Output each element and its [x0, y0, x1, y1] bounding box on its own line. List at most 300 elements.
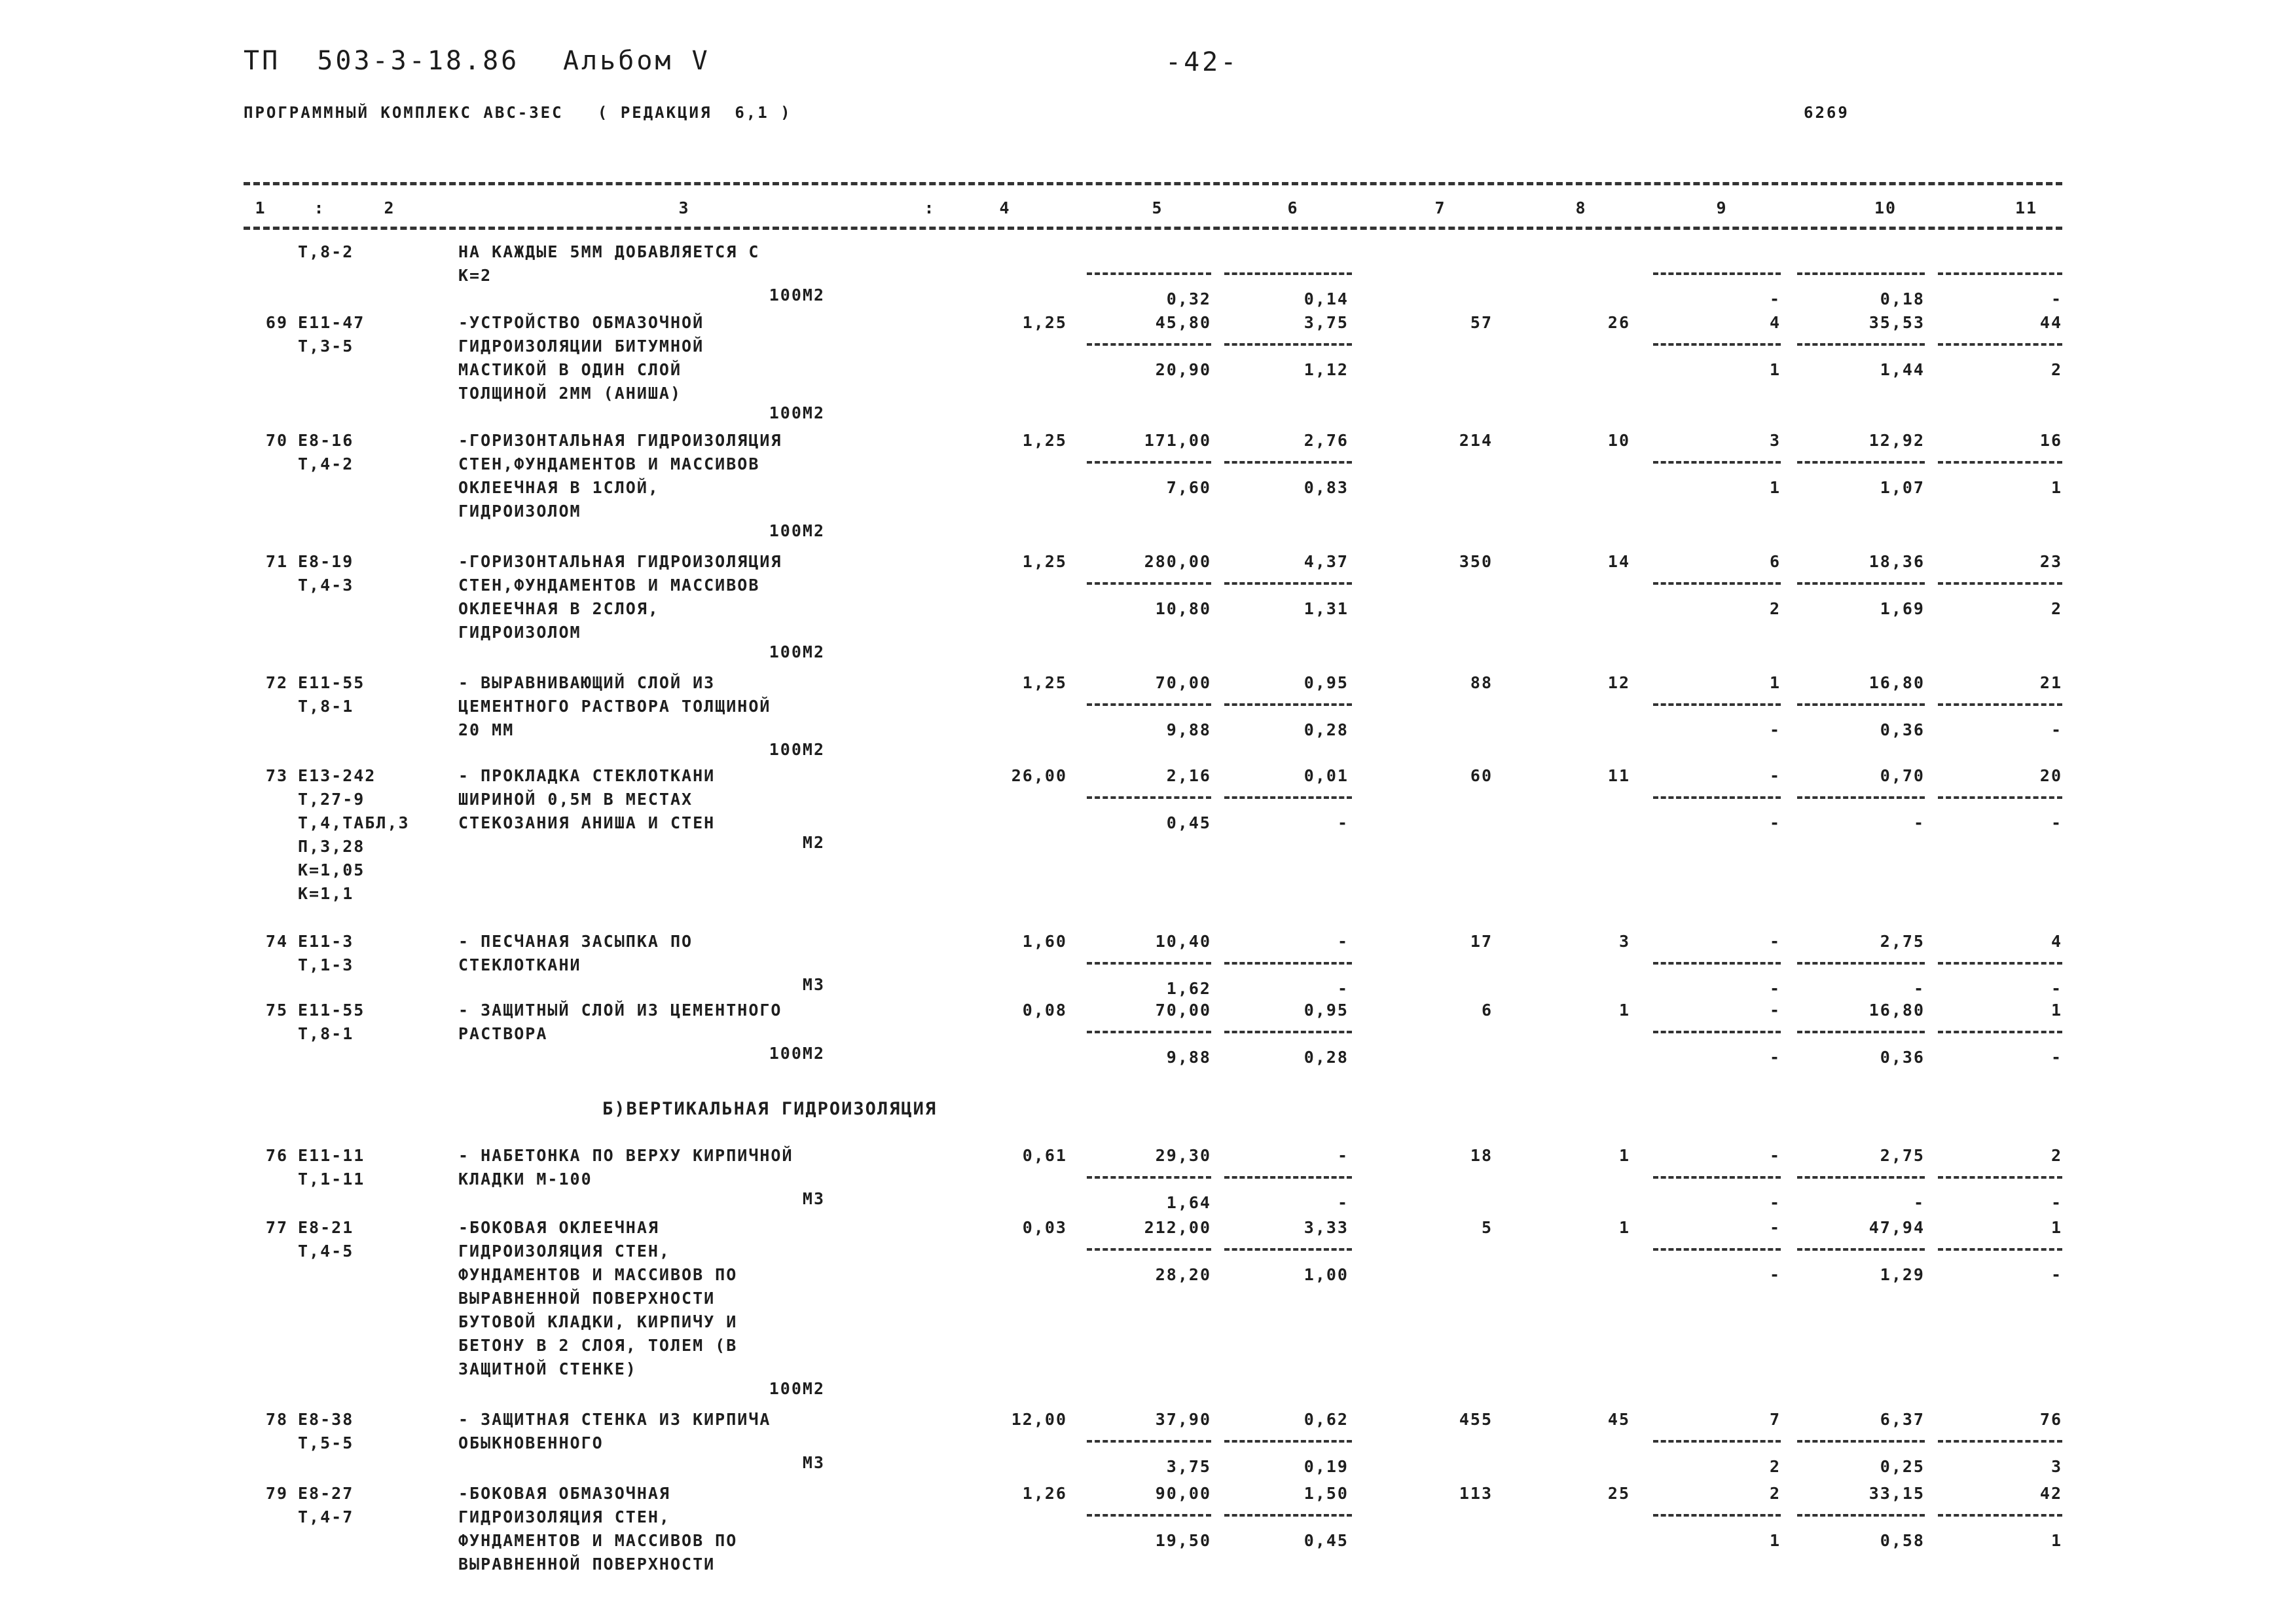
labor-total-machine: 3: [2050, 1457, 2062, 1476]
work-description: ГИДРОИЗОЛЯЦИЯ СТЕН,: [458, 1242, 670, 1261]
cell-divider: [1653, 1176, 1781, 1179]
norm-code: П,3,28: [298, 837, 365, 856]
cell-divider: [1653, 582, 1781, 585]
labor-total: 44: [2039, 313, 2062, 332]
machine-wages: -: [1769, 979, 1781, 998]
header-rule: [244, 227, 2062, 230]
row-number: 76: [265, 1146, 288, 1165]
price-wages: 0,45: [1166, 813, 1211, 832]
wages-cost: 45: [1607, 1410, 1630, 1429]
price-wages: 7,60: [1166, 478, 1211, 497]
work-description: ГИДРОИЗОЛЯЦИЯ СТЕН,: [458, 1507, 670, 1526]
wages-cost: 12: [1607, 673, 1630, 692]
price-total: 70,00: [1155, 1001, 1211, 1020]
cell-divider: [1797, 1248, 1925, 1251]
cell-divider: [1087, 1440, 1211, 1443]
work-description: БЕТОНУ В 2 СЛОЯ, ТОЛЕМ (В: [458, 1336, 738, 1355]
cost-machines: 4,37: [1303, 552, 1349, 571]
row-number: 75: [265, 1001, 288, 1020]
labor-total: 23: [2039, 552, 2062, 571]
quantity: 0,08: [1022, 1001, 1067, 1020]
column-number: 1: [255, 198, 266, 217]
cell-divider: [1938, 1514, 2062, 1517]
norm-code: Е11-47: [298, 313, 365, 332]
cost-machines: 0,95: [1303, 673, 1349, 692]
machine-cost: -: [1769, 1146, 1781, 1165]
work-description: - ЗАЩИТНЫЙ СЛОЙ ИЗ ЦЕМЕНТНОГО: [458, 1001, 782, 1020]
quantity: 12,00: [1011, 1410, 1067, 1429]
labor-per-unit-machine: 0,25: [1880, 1457, 1925, 1476]
cell-divider: [1653, 461, 1781, 464]
total-cost: 350: [1459, 552, 1493, 571]
unit: 100М2: [769, 642, 825, 661]
cell-divider: [1938, 796, 2062, 799]
cost-machines-wages: 0,45: [1303, 1531, 1349, 1550]
labor-per-unit-machine: 1,07: [1880, 478, 1925, 497]
labor-total-machine: 2: [2050, 360, 2062, 379]
norm-code: Т,1-11: [298, 1170, 365, 1189]
labor-per-unit-machine: 1,29: [1880, 1265, 1925, 1284]
work-description: - ЗАЩИТНАЯ СТЕНКА ИЗ КИРПИЧА: [458, 1410, 771, 1429]
norm-code: Е13-242: [298, 766, 376, 785]
norm-code: Т,5-5: [298, 1433, 354, 1452]
page-number: -42-: [1165, 47, 1239, 77]
wages-cost: 10: [1607, 431, 1630, 450]
machine-cost: 6: [1769, 552, 1781, 571]
column-number: 4: [999, 198, 1011, 217]
column-number: 3: [678, 198, 690, 217]
column-number: 5: [1152, 198, 1163, 217]
cell-divider: [1224, 796, 1352, 799]
machine-cost: -: [1769, 932, 1781, 951]
work-description: - НАБЕТОНКА ПО ВЕРХУ КИРПИЧНОЙ: [458, 1146, 793, 1165]
work-description: -ГОРИЗОНТАЛЬНАЯ ГИДРОИЗОЛЯЦИЯ: [458, 552, 782, 571]
labor-total-machine: -: [2050, 1265, 2062, 1284]
cell-divider: [1653, 1248, 1781, 1251]
norm-code: Т,4-7: [298, 1507, 354, 1526]
cell-divider: [1087, 1248, 1211, 1251]
cost-machines-wages: 1,00: [1303, 1265, 1349, 1284]
cell-divider: [1938, 1440, 2062, 1443]
total-cost: 88: [1470, 673, 1493, 692]
labor-per-unit: 0,70: [1880, 766, 1925, 785]
norm-code: Т,4-2: [298, 454, 354, 473]
norm-code: Т,27-9: [298, 790, 365, 809]
cost-machines-wages: 0,19: [1303, 1457, 1349, 1476]
cost-machines-wages: -: [1337, 979, 1349, 998]
unit: 100М2: [769, 403, 825, 422]
work-description: ГИДРОИЗОЛОМ: [458, 623, 581, 642]
work-description: -БОКОВАЯ ОБМАЗОЧНАЯ: [458, 1484, 670, 1503]
labor-total: 4: [2050, 932, 2062, 951]
cell-divider: [1938, 461, 2062, 464]
cell-divider: [1224, 461, 1352, 464]
price-total: 212,00: [1144, 1218, 1211, 1237]
cost-machines-wages: 0,14: [1303, 289, 1349, 308]
quantity: 1,25: [1022, 431, 1067, 450]
cell-divider: [1224, 1031, 1352, 1033]
unit: 100М2: [769, 286, 825, 304]
column-number: 7: [1434, 198, 1446, 217]
column-number: 10: [1874, 198, 1897, 217]
cell-divider: [1653, 1514, 1781, 1517]
labor-total-machine: 2: [2050, 599, 2062, 618]
machine-wages: 1: [1769, 478, 1781, 497]
cell-divider: [1938, 343, 2062, 346]
machine-wages: -: [1769, 813, 1781, 832]
cost-machines-wages: 0,28: [1303, 720, 1349, 739]
labor-per-unit-machine: -: [1913, 979, 1925, 998]
total-cost: 60: [1470, 766, 1493, 785]
norm-code: Т,4,ТАБЛ,3: [298, 813, 410, 832]
cell-divider: [1938, 962, 2062, 965]
wages-cost: 3: [1618, 932, 1630, 951]
work-description: ТОЛЩИНОЙ 2ММ (АНИША): [458, 384, 682, 403]
column-number: :: [314, 198, 325, 217]
cell-divider: [1087, 461, 1211, 464]
unit: М2: [802, 833, 825, 852]
cell-divider: [1797, 962, 1925, 965]
quantity: 0,61: [1022, 1146, 1067, 1165]
cell-divider: [1087, 1031, 1211, 1033]
norm-code: Т,8-1: [298, 697, 354, 716]
cell-divider: [1653, 796, 1781, 799]
labor-per-unit: 2,75: [1880, 932, 1925, 951]
work-description: НА КАЖДЫЕ 5ММ ДОБАВЛЯЕТСЯ С: [458, 242, 760, 261]
cell-divider: [1938, 1176, 2062, 1179]
unit: 100М2: [769, 740, 825, 759]
unit: М3: [802, 975, 825, 994]
labor-total: 1: [2050, 1001, 2062, 1020]
work-description: КЛАДКИ М-100: [458, 1170, 592, 1189]
cell-divider: [1797, 272, 1925, 275]
cell-divider: [1797, 1031, 1925, 1033]
norm-code: Е11-11: [298, 1146, 365, 1165]
price-wages: 19,50: [1155, 1531, 1211, 1550]
norm-code: Т,4-3: [298, 576, 354, 595]
price-total: 171,00: [1144, 431, 1211, 450]
cost-machines: 2,76: [1303, 431, 1349, 450]
total-cost: 18: [1470, 1146, 1493, 1165]
norm-code: Е8-27: [298, 1484, 354, 1503]
labor-per-unit: 33,15: [1868, 1484, 1925, 1503]
labor-total: 2: [2050, 1146, 2062, 1165]
cost-machines: 0,01: [1303, 766, 1349, 785]
work-description: ШИРИНОЙ 0,5М В МЕСТАХ: [458, 790, 693, 809]
column-number: 9: [1716, 198, 1728, 217]
total-cost: 113: [1459, 1484, 1493, 1503]
work-description: ОКЛЕЕЧНАЯ В 2СЛОЯ,: [458, 599, 659, 618]
labor-total: 20: [2039, 766, 2062, 785]
album-label: Альбом V: [563, 46, 710, 76]
row-number: 74: [265, 932, 288, 951]
column-number: 2: [384, 198, 395, 217]
labor-total-machine: 1: [2050, 478, 2062, 497]
work-description: - ПЕСЧАНАЯ ЗАСЫПКА ПО: [458, 932, 693, 951]
price-total: 45,80: [1155, 313, 1211, 332]
work-description: ОБЫКНОВЕННОГО: [458, 1433, 604, 1452]
norm-code: Т,1-3: [298, 955, 354, 974]
labor-per-unit: 18,36: [1868, 552, 1925, 571]
cell-divider: [1797, 1514, 1925, 1517]
labor-total-machine: -: [2050, 289, 2062, 308]
machine-wages: 2: [1769, 1457, 1781, 1476]
document-number: 6269: [1804, 103, 1850, 122]
labor-per-unit: 16,80: [1868, 673, 1925, 692]
price-total: 37,90: [1155, 1410, 1211, 1429]
cell-divider: [1087, 343, 1211, 346]
cell-divider: [1938, 1031, 2062, 1033]
total-cost: 5: [1481, 1218, 1493, 1237]
norm-code: К=1,1: [298, 884, 354, 903]
work-description: - ВЫРАВНИВАЮЩИЙ СЛОЙ ИЗ: [458, 673, 716, 692]
unit: 100М2: [769, 1044, 825, 1063]
machine-wages: 1: [1769, 1531, 1781, 1550]
cell-divider: [1797, 1176, 1925, 1179]
labor-per-unit: 2,75: [1880, 1146, 1925, 1165]
work-description: РАСТВОРА: [458, 1024, 548, 1043]
cost-machines-wages: -: [1337, 813, 1349, 832]
cell-divider: [1224, 1248, 1352, 1251]
labor-total: 1: [2050, 1218, 2062, 1237]
work-description: СТЕКОЗАНИЯ АНИША И СТЕН: [458, 813, 716, 832]
wages-cost: 1: [1618, 1001, 1630, 1020]
wages-cost: 26: [1607, 313, 1630, 332]
work-description: -УСТРОЙСТВО ОБМАЗОЧНОЙ: [458, 313, 704, 332]
wages-cost: 14: [1607, 552, 1630, 571]
price-total: 2,16: [1166, 766, 1211, 785]
machine-cost: -: [1769, 1001, 1781, 1020]
cell-divider: [1653, 703, 1781, 706]
cell-divider: [1653, 272, 1781, 275]
work-description: ФУНДАМЕНТОВ И МАССИВОВ ПО: [458, 1265, 738, 1284]
wages-cost: 1: [1618, 1146, 1630, 1165]
work-description: -ГОРИЗОНТАЛЬНАЯ ГИДРОИЗОЛЯЦИЯ: [458, 431, 782, 450]
labor-per-unit: 16,80: [1868, 1001, 1925, 1020]
row-number: 73: [265, 766, 288, 785]
row-number: 71: [265, 552, 288, 571]
labor-total-machine: -: [2050, 720, 2062, 739]
norm-code: Е11-55: [298, 1001, 365, 1020]
cell-divider: [1797, 703, 1925, 706]
row-number: 78: [265, 1410, 288, 1429]
cell-divider: [1653, 1031, 1781, 1033]
row-number: 70: [265, 431, 288, 450]
labor-total: 16: [2039, 431, 2062, 450]
price-wages: 10,80: [1155, 599, 1211, 618]
cell-divider: [1087, 796, 1211, 799]
work-description: К=2: [458, 266, 492, 285]
labor-per-unit-machine: 0,36: [1880, 1048, 1925, 1067]
total-cost: 17: [1470, 932, 1493, 951]
cell-divider: [1087, 272, 1211, 275]
cell-divider: [1938, 272, 2062, 275]
program-title: ПРОГРАММНЫЙ КОМПЛЕКС АВС-3ЕС ( РЕДАКЦИЯ 6,1 ): [244, 103, 792, 122]
cell-divider: [1938, 703, 2062, 706]
work-description: ЗАЩИТНОЙ СТЕНКЕ): [458, 1359, 637, 1378]
work-description: СТЕКЛОТКАНИ: [458, 955, 581, 974]
price-total: 10,40: [1155, 932, 1211, 951]
labor-total: 42: [2039, 1484, 2062, 1503]
cost-machines: 3,75: [1303, 313, 1349, 332]
cell-divider: [1224, 1440, 1352, 1443]
cost-machines: -: [1337, 932, 1349, 951]
work-description: -БОКОВАЯ ОКЛЕЕЧНАЯ: [458, 1218, 659, 1237]
price-wages: 20,90: [1155, 360, 1211, 379]
cell-divider: [1087, 962, 1211, 965]
cost-machines: -: [1337, 1146, 1349, 1165]
price-total: 90,00: [1155, 1484, 1211, 1503]
wages-cost: 11: [1607, 766, 1630, 785]
machine-wages: -: [1769, 1193, 1781, 1212]
column-number: 8: [1575, 198, 1587, 217]
price-total: 70,00: [1155, 673, 1211, 692]
labor-total-machine: -: [2050, 1048, 2062, 1067]
labor-per-unit: 12,92: [1868, 431, 1925, 450]
work-description: МАСТИКОЙ В ОДИН СЛОЙ: [458, 360, 682, 379]
cost-machines-wages: 1,31: [1303, 599, 1349, 618]
cost-machines: 1,50: [1303, 1484, 1349, 1503]
norm-code: Е8-19: [298, 552, 354, 571]
norm-code: Т,8-2: [298, 242, 354, 261]
machine-cost: 2: [1769, 1484, 1781, 1503]
row-number: 72: [265, 673, 288, 692]
cost-machines-wages: 1,12: [1303, 360, 1349, 379]
norm-code: К=1,05: [298, 860, 365, 879]
labor-per-unit-machine: -: [1913, 1193, 1925, 1212]
cell-divider: [1224, 272, 1352, 275]
norm-code: Т,8-1: [298, 1024, 354, 1043]
norm-code: Т,4-5: [298, 1242, 354, 1261]
machine-wages: 2: [1769, 599, 1781, 618]
labor-total-machine: -: [2050, 979, 2062, 998]
cell-divider: [1224, 703, 1352, 706]
labor-total-machine: 1: [2050, 1531, 2062, 1550]
cost-machines-wages: 0,83: [1303, 478, 1349, 497]
machine-cost: 7: [1769, 1410, 1781, 1429]
unit: М3: [802, 1453, 825, 1472]
section-title: Б)ВЕРТИКАЛЬНАЯ ГИДРОИЗОЛЯЦИЯ: [602, 1099, 938, 1119]
machine-cost: 1: [1769, 673, 1781, 692]
cost-machines: 0,95: [1303, 1001, 1349, 1020]
work-description: ГИДРОИЗОЛЯЦИИ БИТУМНОЙ: [458, 337, 704, 356]
price-wages: 9,88: [1166, 720, 1211, 739]
norm-code: Е8-21: [298, 1218, 354, 1237]
machine-cost: 4: [1769, 313, 1781, 332]
price-wages: 0,32: [1166, 289, 1211, 308]
quantity: 1,25: [1022, 673, 1067, 692]
cell-divider: [1224, 582, 1352, 585]
norm-code: Т,3-5: [298, 337, 354, 356]
labor-per-unit-machine: 0,58: [1880, 1531, 1925, 1550]
labor-per-unit: 47,94: [1868, 1218, 1925, 1237]
cell-divider: [1087, 1514, 1211, 1517]
norm-code: Е11-3: [298, 932, 354, 951]
machine-wages: -: [1769, 1265, 1781, 1284]
quantity: 26,00: [1011, 766, 1067, 785]
cell-divider: [1087, 1176, 1211, 1179]
price-total: 280,00: [1144, 552, 1211, 571]
total-cost: 455: [1459, 1410, 1493, 1429]
labor-per-unit-machine: 1,69: [1880, 599, 1925, 618]
cell-divider: [1653, 343, 1781, 346]
cell-divider: [1797, 1440, 1925, 1443]
labor-per-unit-machine: 1,44: [1880, 360, 1925, 379]
unit: М3: [802, 1189, 825, 1208]
quantity: 0,03: [1022, 1218, 1067, 1237]
machine-wages: -: [1769, 720, 1781, 739]
column-number: 11: [2014, 198, 2038, 217]
cell-divider: [1653, 1440, 1781, 1443]
cell-divider: [1797, 796, 1925, 799]
labor-per-unit-machine: 0,36: [1880, 720, 1925, 739]
quantity: 1,60: [1022, 932, 1067, 951]
work-description: БУТОВОЙ КЛАДКИ, КИРПИЧУ И: [458, 1312, 738, 1331]
cost-machines-wages: -: [1337, 1193, 1349, 1212]
row-number: 77: [265, 1218, 288, 1237]
work-description: ЦЕМЕНТНОГО РАСТВОРА ТОЛЩИНОЙ: [458, 697, 771, 716]
wages-cost: 1: [1618, 1218, 1630, 1237]
work-description: ОКЛЕЕЧНАЯ В 1СЛОЙ,: [458, 478, 659, 497]
cost-machines: 0,62: [1303, 1410, 1349, 1429]
labor-total-machine: -: [2050, 813, 2062, 832]
work-description: 20 ММ: [458, 720, 515, 739]
cell-divider: [1797, 343, 1925, 346]
labor-per-unit-machine: 0,18: [1880, 289, 1925, 308]
cost-machines-wages: 0,28: [1303, 1048, 1349, 1067]
total-cost: 57: [1470, 313, 1493, 332]
total-cost: 214: [1459, 431, 1493, 450]
work-description: ВЫРАВНЕННОЙ ПОВЕРХНОСТИ: [458, 1289, 716, 1308]
quantity: 1,26: [1022, 1484, 1067, 1503]
wages-cost: 25: [1607, 1484, 1630, 1503]
cell-divider: [1224, 962, 1352, 965]
total-cost: 6: [1481, 1001, 1493, 1020]
quantity: 1,25: [1022, 552, 1067, 571]
norm-code: Е8-16: [298, 431, 354, 450]
work-description: ВЫРАВНЕННОЙ ПОВЕРХНОСТИ: [458, 1555, 716, 1574]
norm-code: Е11-55: [298, 673, 365, 692]
work-description: СТЕН,ФУНДАМЕНТОВ И МАССИВОВ: [458, 454, 760, 473]
unit: 100М2: [769, 521, 825, 540]
machine-wages: 1: [1769, 360, 1781, 379]
machine-cost: -: [1769, 766, 1781, 785]
labor-per-unit: 6,37: [1880, 1410, 1925, 1429]
price-wages: 1,62: [1166, 979, 1211, 998]
cell-divider: [1087, 703, 1211, 706]
work-description: СТЕН,ФУНДАМЕНТОВ И МАССИВОВ: [458, 576, 760, 595]
column-number: :: [924, 198, 936, 217]
cell-divider: [1087, 582, 1211, 585]
price-wages: 3,75: [1166, 1457, 1211, 1476]
cell-divider: [1938, 1248, 2062, 1251]
cell-divider: [1797, 461, 1925, 464]
machine-wages: -: [1769, 1048, 1781, 1067]
work-description: ГИДРОИЗОЛОМ: [458, 502, 581, 521]
work-description: - ПРОКЛАДКА СТЕКЛОТКАНИ: [458, 766, 716, 785]
document-code: ТП 503-3-18.86: [244, 46, 520, 76]
cost-machines: 3,33: [1303, 1218, 1349, 1237]
row-number: 69: [265, 313, 288, 332]
cell-divider: [1224, 1514, 1352, 1517]
row-number: 79: [265, 1484, 288, 1503]
price-wages: 28,20: [1155, 1265, 1211, 1284]
labor-per-unit-machine: -: [1913, 813, 1925, 832]
cell-divider: [1653, 962, 1781, 965]
cell-divider: [1224, 1176, 1352, 1179]
column-number: 6: [1287, 198, 1299, 217]
price-wages: 9,88: [1166, 1048, 1211, 1067]
